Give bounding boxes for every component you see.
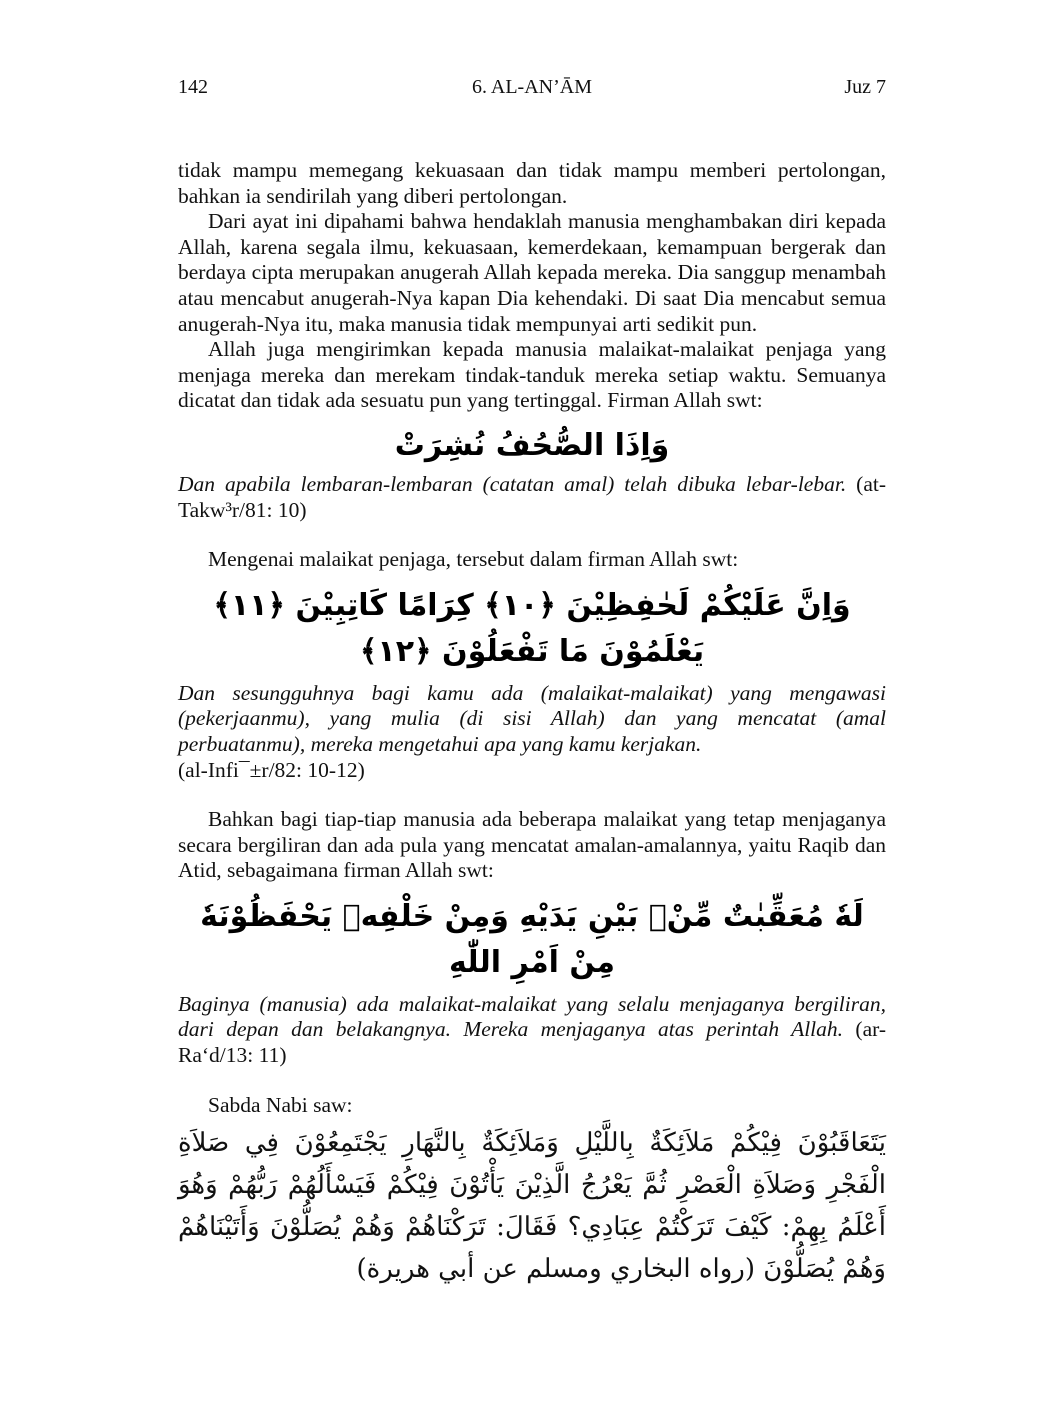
paragraph-4: Mengenai malaikat penjaga, tersebut dalam firman Allah swt: xyxy=(208,547,739,572)
paragraph-2: Dari ayat ini dipahami bahwa hendaklah manusia menghambakan diri kepada Allah, karena segala ilmu, kekuasaan, kemerdekaan, kemampuan bergerak dan berdaya cipta merupakan anugerah Allah kepada mereka. Dia sanggup menambah atau mencabut anugerah-Nya kapan Dia kehendaki. Di saat Dia mencabut semua anugerah-Nya itu, maka manusia tidak mempunyai arti sedikit pun. xyxy=(178,209,886,336)
translation-3-text: Baginya (manusia) ada malaikat-malaikat yang selalu menjaganya bergiliran, dari depan dan belakangnya. Mereka menjaganya atas perintah Allah. xyxy=(178,991,886,1042)
paragraph-3: Allah juga mengirimkan kepada manusia malaikat-malaikat penjaga yang menjaga mereka dan merekam tindak-tanduk mereka setiap waktu. Semuanya dicatat dan tidak ada sesuatu pun yang tertinggal. Firman Allah swt: xyxy=(178,337,886,413)
sura-title: 6. AL-AN’ĀM xyxy=(472,76,592,98)
paragraph-1: tidak mampu memegang kekuasaan dan tidak mampu memberi pertolongan, bahkan ia sendirilah yang diberi pertolongan. xyxy=(178,158,886,208)
paragraph-5: Bahkan bagi tiap-tiap manusia ada beberapa malaikat yang tetap menjaganya secara bergiliran dan ada pula yang mencatat amalan-amalannya, yaitu Raqib dan Atid, sebagaimana firman Allah swt: xyxy=(178,807,886,883)
juz-label: Juz 7 xyxy=(844,76,886,98)
quran-verse-3: لَهٗ مُعَقِّبٰتٌ مِّنْۢ بَيْنِ يَدَيْهِ وَمِنْ خَلْفِهٖ يَحْفَظُوْنَهٗ مِنْ اَمْرِ اللّٰهِ xyxy=(200,898,864,980)
quran-verse-1: وَاِذَا الصُّحُفُ نُشِرَتْ xyxy=(394,427,670,463)
page-body xyxy=(178,158,886,1290)
translation-1-text: Dan apabila lembaran-lembaran (catatan amal) telah dibuka lebar-lebar. xyxy=(178,471,847,496)
translation-2-reference: (al-Infi¯±r/82: 10-12) xyxy=(178,757,365,782)
hadith-text: يَتَعَاقَبُوْنَ فِيْكُمْ مَلاَئِكَةٌ بِاللَّيْلِ وَمَلاَئِكَةٌ بِالنَّهَارِ يَجْتَمِعُوْنَ فِي صَلاَةِ الْفَجْرِ وَصَلاَةِ الْعَصْرِ ثُمَّ يَعْرُجُ الَّذِيْنَ يَأْتُوْنَ فِيْكُمْ فَيَسْأَلُهُمْ رَبُّهُمْ وَهُوَ أَعْلَمُ بِهِمْ: كَيْفَ تَرَكْتُمْ عِبَادِي؟ فَقَالَ: تَرَكْنَاهُمْ وَهُمْ يُصَلُّوْنَ وَأَتَيْنَاهُمْ وَهُمْ يُصَلُّوْنَ (رواه البخاري ومسلم عن أبي هريرة) xyxy=(178,1128,886,1285)
translation-3-reference: (ar-Ra‘d/13: 11) xyxy=(178,1017,886,1068)
translation-2-text: Dan sesungguhnya bagi kamu ada (malaikat-malaikat) yang mengawasi (pekerjaanmu), yang mulia (di sisi Allah) dan yang mencatat (amal perbuatanmu), mereka mengetahui apa yang kamu kerjakan. xyxy=(178,680,886,756)
paragraph-6: Sabda Nabi saw: xyxy=(208,1092,353,1117)
translation-1 xyxy=(178,472,886,523)
page-header xyxy=(178,76,886,104)
translation-1-reference: (at-Takw³r/81: 10) xyxy=(178,471,887,522)
quran-verse-2: وَاِنَّ عَلَيْكُمْ لَحٰفِظِيْنَ ﴿١٠﴾ كِرَامًا كَاتِبِيْنَ ﴿١١﴾ يَعْلَمُوْنَ مَا تَفْعَلُوْنَ ﴿١٢﴾ xyxy=(213,587,851,669)
page-number: 142 xyxy=(178,76,208,98)
translation-3 xyxy=(178,992,886,1069)
